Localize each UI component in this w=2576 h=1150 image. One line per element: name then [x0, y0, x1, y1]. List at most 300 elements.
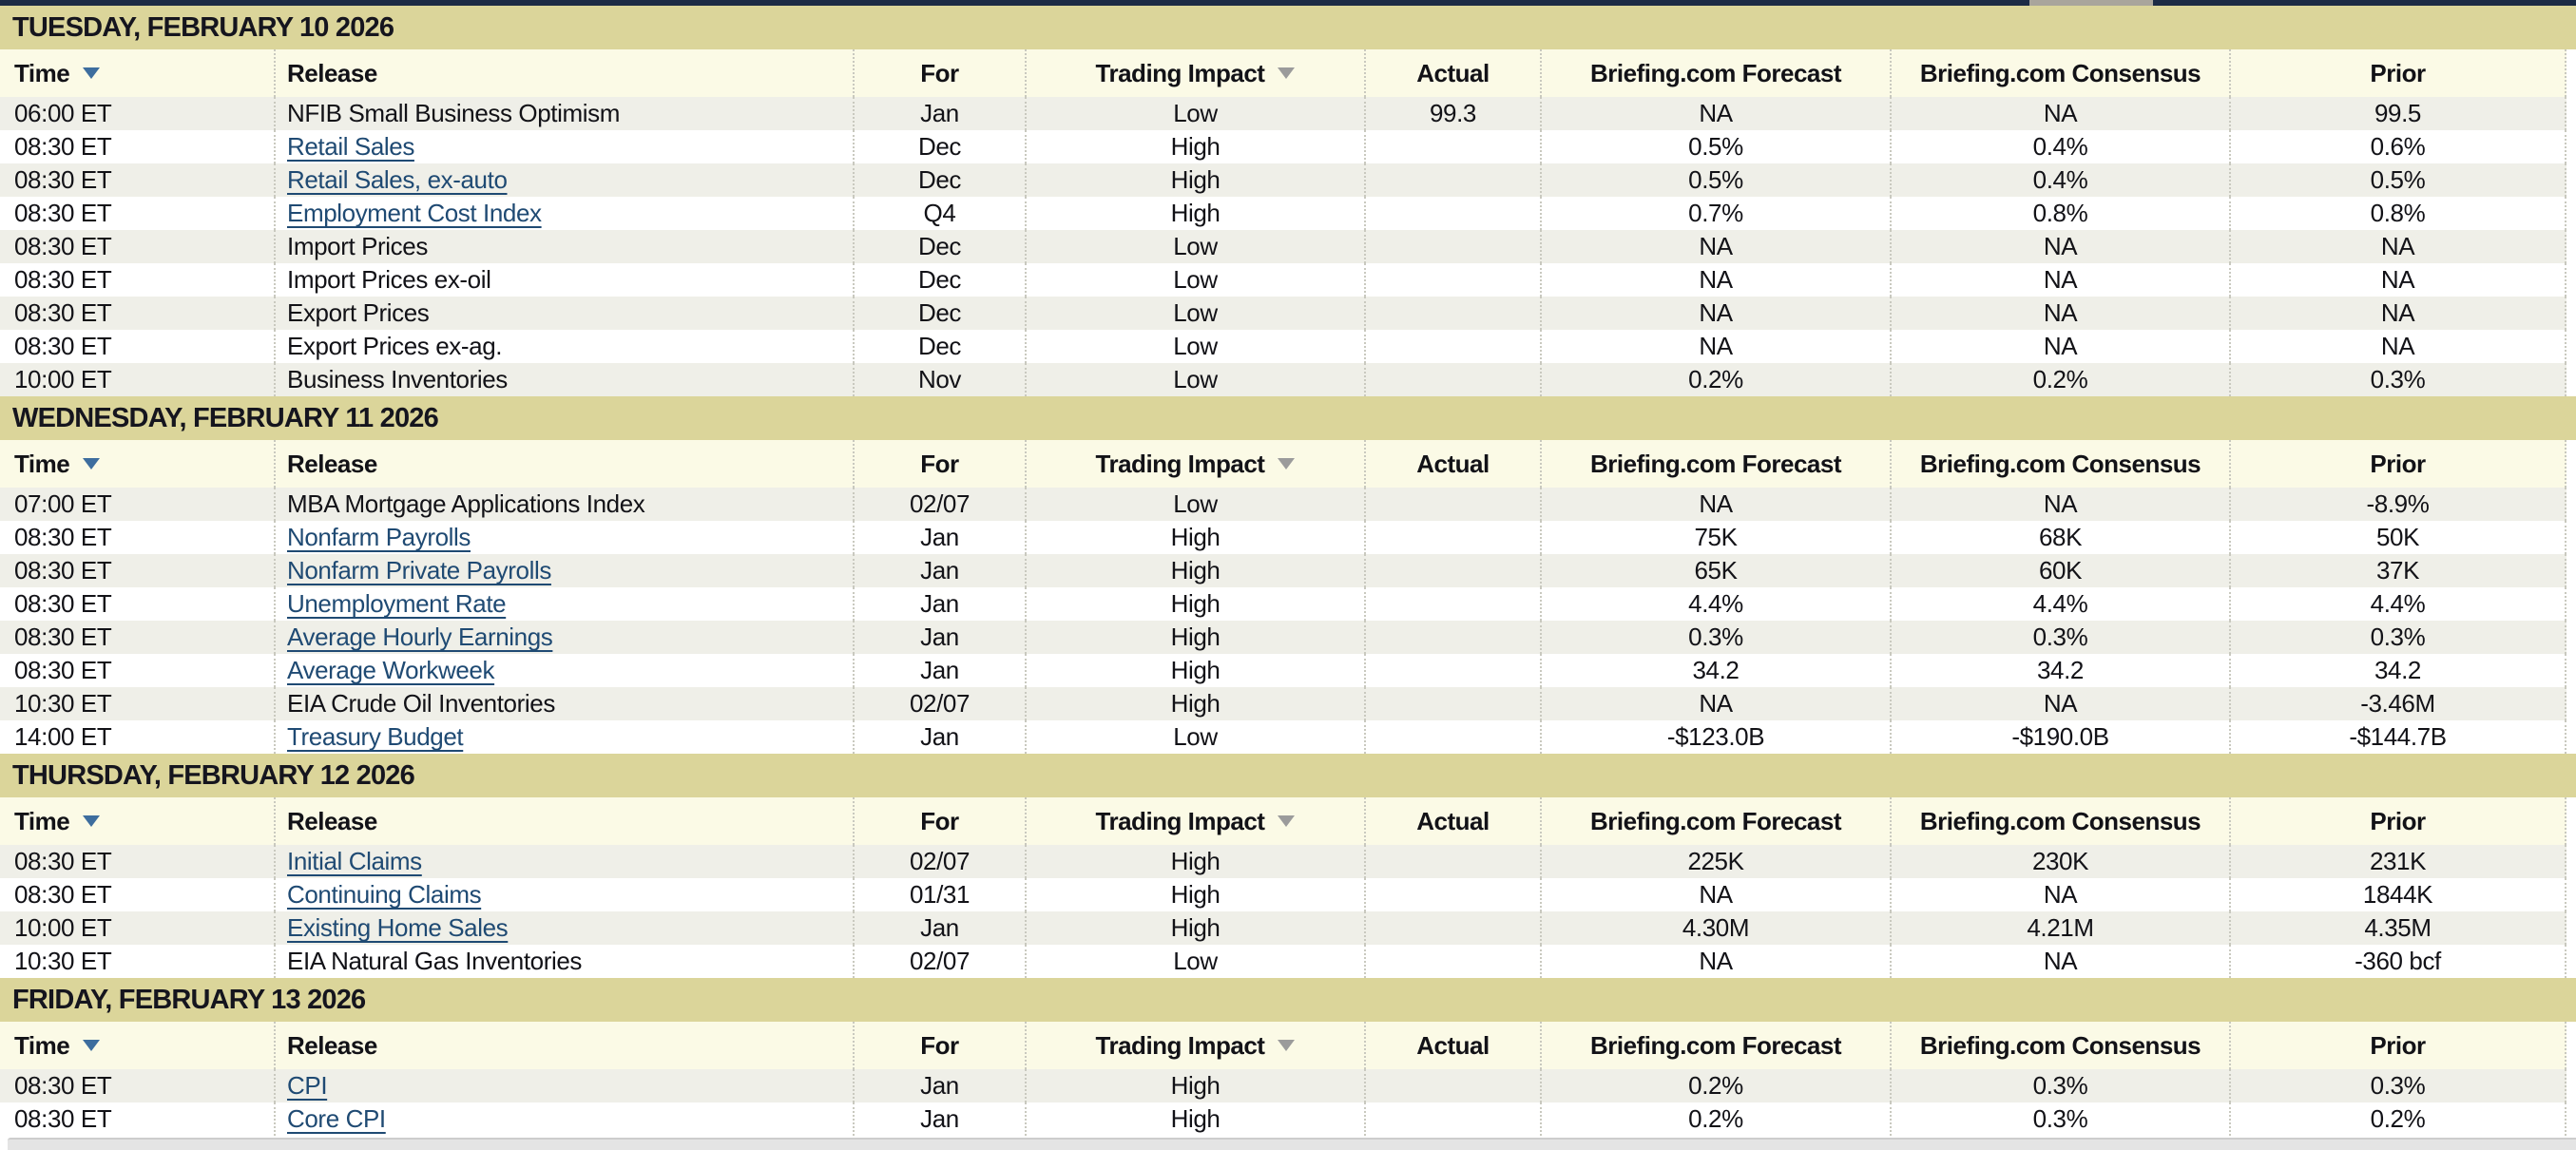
column-header-impact[interactable]	[1027, 797, 1366, 845]
cell-actual	[1366, 945, 1542, 978]
column-header-label: Briefing.com Forecast	[1589, 449, 1841, 478]
column-header-actual	[1366, 49, 1542, 97]
cell-forecast	[1542, 654, 1892, 687]
cell-consensus	[1892, 845, 2231, 878]
cell-actual	[1366, 621, 1542, 654]
cell-for	[855, 330, 1027, 363]
day-header-label: FRIDAY, FEBRUARY 13 2026	[12, 984, 366, 1015]
for-text: 02/07	[909, 947, 971, 975]
cell-impact	[1027, 1069, 1366, 1102]
cell-prior	[2231, 654, 2566, 687]
cell-forecast	[1542, 197, 1892, 230]
for-text: Jan	[920, 623, 959, 651]
column-header-label: Actual	[1416, 806, 1490, 835]
for-text: Jan	[920, 523, 959, 551]
for-text: Dec	[917, 332, 962, 360]
top-scrollbar-thumb[interactable]	[2029, 0, 2153, 6]
impact-text: High	[1170, 623, 1221, 651]
prior-text: 231K	[2369, 847, 2427, 875]
cell-impact	[1027, 263, 1366, 297]
cell-forecast	[1542, 720, 1892, 754]
table-row	[0, 587, 2566, 621]
cell-consensus	[1892, 720, 2231, 754]
cell-for	[855, 1102, 1027, 1136]
column-header-label: Briefing.com Forecast	[1589, 1030, 1841, 1060]
consensus-text: NA	[2043, 880, 2078, 909]
column-header-consensus	[1892, 797, 2231, 845]
impact-text: High	[1170, 199, 1221, 227]
table-row	[0, 97, 2566, 130]
prior-text: 34.2	[2374, 656, 2421, 684]
day-rows	[0, 488, 2576, 754]
cell-prior	[2231, 587, 2566, 621]
release-link[interactable]: CPI	[287, 1071, 328, 1100]
cell-release	[276, 488, 855, 521]
for-text: Jan	[920, 589, 959, 618]
column-header-label: Time	[14, 1030, 70, 1060]
day-rows	[0, 845, 2576, 978]
cell-consensus	[1892, 945, 2231, 978]
release-text: Export Prices	[287, 298, 430, 327]
cell-prior	[2231, 945, 2566, 978]
table-row	[0, 488, 2566, 521]
cell-consensus	[1892, 297, 2231, 330]
release-link[interactable]: Employment Cost Index	[287, 199, 542, 227]
column-header-row	[0, 797, 2566, 845]
prior-text: 0.8%	[2370, 199, 2426, 227]
time-text: 10:30 ET	[14, 947, 112, 975]
cell-impact	[1027, 163, 1366, 197]
time-text: 07:00 ET	[14, 489, 112, 518]
cell-impact	[1027, 297, 1366, 330]
for-text: Jan	[920, 656, 959, 684]
column-header-consensus	[1892, 1022, 2231, 1069]
cell-actual	[1366, 488, 1542, 521]
cell-for	[855, 621, 1027, 654]
column-header-label: For	[920, 806, 959, 835]
column-header-label: Prior	[2370, 1030, 2426, 1060]
cell-consensus	[1892, 1069, 2231, 1102]
cell-prior	[2231, 163, 2566, 197]
cell-consensus	[1892, 911, 2231, 945]
prior-text: NA	[2380, 232, 2415, 260]
consensus-text: NA	[2043, 99, 2078, 127]
release-text: MBA Mortgage Applications Index	[287, 489, 645, 518]
forecast-text: NA	[1699, 232, 1733, 260]
column-header-actual	[1366, 797, 1542, 845]
column-header-release	[276, 797, 855, 845]
cell-prior	[2231, 720, 2566, 754]
cell-consensus	[1892, 363, 2231, 396]
for-text: 02/07	[909, 847, 971, 875]
time-text: 10:00 ET	[14, 913, 112, 942]
forecast-text: 0.5%	[1688, 165, 1743, 194]
cell-time	[0, 911, 276, 945]
release-link[interactable]: Continuing Claims	[287, 880, 482, 909]
cell-time	[0, 687, 276, 720]
cell-prior	[2231, 1102, 2566, 1136]
prior-text: 0.3%	[2370, 1071, 2426, 1100]
cell-consensus	[1892, 687, 2231, 720]
time-text: 08:30 ET	[14, 556, 112, 585]
for-text: 02/07	[909, 689, 971, 718]
cell-consensus	[1892, 621, 2231, 654]
column-header-time[interactable]	[0, 797, 276, 845]
consensus-text: -$190.0B	[2011, 722, 2109, 751]
cell-forecast	[1542, 97, 1892, 130]
day-header	[0, 396, 2576, 440]
table-row	[0, 1069, 2566, 1102]
time-text: 08:30 ET	[14, 589, 112, 618]
consensus-text: NA	[2043, 332, 2078, 360]
column-header-row	[0, 1022, 2566, 1069]
forecast-text: 0.2%	[1688, 1071, 1743, 1100]
cell-forecast	[1542, 554, 1892, 587]
column-header-label: Actual	[1416, 58, 1490, 87]
time-text: 08:30 ET	[14, 165, 112, 194]
cell-time	[0, 130, 276, 163]
column-header-time[interactable]	[0, 1022, 276, 1069]
cell-actual	[1366, 554, 1542, 587]
time-text: 10:00 ET	[14, 365, 112, 393]
for-text: 02/07	[909, 489, 971, 518]
sort-triangle-down-icon[interactable]	[1278, 458, 1295, 470]
cell-for	[855, 878, 1027, 911]
impact-text: Low	[1173, 722, 1218, 751]
cell-prior	[2231, 197, 2566, 230]
cell-actual	[1366, 720, 1542, 754]
sort-triangle-down-icon[interactable]	[1278, 815, 1295, 827]
column-header-label: For	[920, 449, 959, 478]
consensus-text: 0.8%	[2032, 199, 2088, 227]
sort-triangle-down-icon[interactable]	[83, 67, 100, 79]
cell-forecast	[1542, 1102, 1892, 1136]
cell-impact	[1027, 330, 1366, 363]
column-header-for	[855, 797, 1027, 845]
cell-for	[855, 1069, 1027, 1102]
cell-release	[276, 97, 855, 130]
column-header-label: Prior	[2370, 58, 2426, 87]
consensus-text: 68K	[2038, 523, 2083, 551]
cell-prior	[2231, 878, 2566, 911]
column-header-label: Briefing.com Forecast	[1589, 806, 1841, 835]
cell-release	[276, 263, 855, 297]
forecast-text: 65K	[1694, 556, 1738, 585]
forecast-text: -$123.0B	[1666, 722, 1765, 751]
cell-time	[0, 163, 276, 197]
impact-text: High	[1170, 880, 1221, 909]
cell-forecast	[1542, 297, 1892, 330]
cell-for	[855, 163, 1027, 197]
time-text: 08:30 ET	[14, 1104, 112, 1133]
forecast-text: 34.2	[1692, 656, 1740, 684]
cell-impact	[1027, 878, 1366, 911]
cell-consensus	[1892, 488, 2231, 521]
consensus-text: NA	[2043, 232, 2078, 260]
prior-text: NA	[2380, 298, 2415, 327]
column-header-label: Briefing.com Consensus	[1919, 58, 2201, 87]
table-row	[0, 945, 2566, 978]
for-text: Dec	[917, 165, 962, 194]
day-rows	[0, 97, 2576, 396]
column-header-time[interactable]	[0, 440, 276, 488]
impact-text: Low	[1173, 365, 1218, 393]
column-header-forecast	[1542, 49, 1892, 97]
prior-text: 1844K	[2362, 880, 2433, 909]
column-header-label: Actual	[1416, 449, 1490, 478]
impact-text: Low	[1173, 298, 1218, 327]
time-text: 08:30 ET	[14, 332, 112, 360]
prior-text: -3.46M	[2360, 689, 2435, 718]
cell-for	[855, 720, 1027, 754]
column-header-label: Prior	[2370, 449, 2426, 478]
release-link[interactable]: Initial Claims	[287, 847, 422, 875]
cell-prior	[2231, 130, 2566, 163]
prior-text: 0.5%	[2370, 165, 2426, 194]
cell-release	[276, 363, 855, 396]
column-header-label: Time	[14, 449, 70, 478]
cell-release	[276, 845, 855, 878]
consensus-text: 0.4%	[2032, 132, 2088, 161]
cell-actual	[1366, 845, 1542, 878]
cell-for	[855, 97, 1027, 130]
consensus-text: 0.3%	[2032, 623, 2088, 651]
table-row	[0, 720, 2566, 754]
day-header-label: WEDNESDAY, FEBRUARY 11 2026	[12, 402, 438, 433]
cell-for	[855, 911, 1027, 945]
column-header-time[interactable]	[0, 49, 276, 97]
actual-text: 99.3	[1429, 99, 1476, 127]
column-header-label: Trading Impact	[1095, 1030, 1265, 1060]
forecast-text: 0.2%	[1688, 365, 1743, 393]
forecast-text: 4.30M	[1682, 913, 1750, 942]
release-link[interactable]: Average Workweek	[287, 656, 495, 684]
column-header-forecast	[1542, 1022, 1892, 1069]
column-header-label: Actual	[1416, 1030, 1490, 1060]
cell-actual	[1366, 687, 1542, 720]
release-link[interactable]: Unemployment Rate	[287, 589, 507, 618]
release-link[interactable]: Average Hourly Earnings	[287, 623, 553, 651]
time-text: 08:30 ET	[14, 623, 112, 651]
column-header-release	[276, 440, 855, 488]
cell-release	[276, 130, 855, 163]
table-row	[0, 1102, 2566, 1136]
cell-prior	[2231, 621, 2566, 654]
cell-time	[0, 621, 276, 654]
time-text: 14:00 ET	[14, 722, 112, 751]
for-text: Dec	[917, 298, 962, 327]
cell-forecast	[1542, 845, 1892, 878]
sort-triangle-down-icon[interactable]	[83, 458, 100, 470]
cell-prior	[2231, 1069, 2566, 1102]
column-header-label: Briefing.com Consensus	[1919, 1030, 2201, 1060]
column-header-forecast	[1542, 797, 1892, 845]
cell-prior	[2231, 263, 2566, 297]
for-text: Jan	[920, 1104, 959, 1133]
column-header-label: Time	[14, 58, 70, 87]
cell-release	[276, 230, 855, 263]
impact-text: High	[1170, 556, 1221, 585]
sort-triangle-down-icon[interactable]	[1278, 67, 1295, 79]
table-row	[0, 130, 2566, 163]
column-header-label: For	[920, 58, 959, 87]
release-text: Import Prices	[287, 232, 428, 260]
column-header-prior	[2231, 1022, 2566, 1069]
time-text: 08:30 ET	[14, 847, 112, 875]
cell-actual	[1366, 130, 1542, 163]
column-header-impact[interactable]	[1027, 440, 1366, 488]
table-row	[0, 197, 2566, 230]
day-section	[0, 978, 2576, 1136]
cell-time	[0, 97, 276, 130]
impact-text: Low	[1173, 232, 1218, 260]
cell-impact	[1027, 1102, 1366, 1136]
cell-consensus	[1892, 263, 2231, 297]
table-row	[0, 230, 2566, 263]
sort-triangle-down-icon[interactable]	[83, 815, 100, 827]
release-link[interactable]: Core CPI	[287, 1104, 386, 1133]
cell-impact	[1027, 720, 1366, 754]
prior-text: 37K	[2375, 556, 2420, 585]
column-header-row	[0, 440, 2566, 488]
column-header-for	[855, 49, 1027, 97]
cell-prior	[2231, 554, 2566, 587]
release-link[interactable]: Retail Sales	[287, 132, 414, 161]
bottom-scrollbar-track[interactable]	[8, 1138, 2576, 1150]
day-header	[0, 754, 2576, 797]
table-row	[0, 654, 2566, 687]
column-header-release	[276, 1022, 855, 1069]
release-link[interactable]: Retail Sales, ex-auto	[287, 165, 508, 194]
cell-for	[855, 845, 1027, 878]
consensus-text: 60K	[2038, 556, 2083, 585]
cell-prior	[2231, 687, 2566, 720]
forecast-text: NA	[1699, 332, 1733, 360]
cell-release	[276, 621, 855, 654]
sort-triangle-down-icon[interactable]	[1278, 1040, 1295, 1051]
impact-text: High	[1170, 523, 1221, 551]
cell-actual	[1366, 521, 1542, 554]
column-header-prior	[2231, 440, 2566, 488]
release-link[interactable]: Treasury Budget	[287, 722, 464, 751]
column-header-actual	[1366, 440, 1542, 488]
table-row	[0, 297, 2566, 330]
release-text: NFIB Small Business Optimism	[287, 99, 620, 127]
prior-text: -8.9%	[2366, 489, 2430, 518]
cell-release	[276, 521, 855, 554]
cell-forecast	[1542, 911, 1892, 945]
consensus-text: 4.4%	[2032, 589, 2088, 618]
prior-text: -$144.7B	[2349, 722, 2447, 751]
column-header-label: Briefing.com Consensus	[1919, 449, 2201, 478]
cell-actual	[1366, 197, 1542, 230]
cell-release	[276, 1102, 855, 1136]
release-link[interactable]: Existing Home Sales	[287, 913, 509, 942]
for-text: Jan	[920, 99, 959, 127]
cell-consensus	[1892, 587, 2231, 621]
table-row	[0, 845, 2566, 878]
cell-prior	[2231, 97, 2566, 130]
cell-release	[276, 197, 855, 230]
sort-triangle-down-icon[interactable]	[83, 1040, 100, 1051]
consensus-text: NA	[2043, 689, 2078, 718]
impact-text: High	[1170, 1071, 1221, 1100]
table-row	[0, 687, 2566, 720]
for-text: Dec	[917, 232, 962, 260]
column-header-label: Release	[287, 806, 377, 835]
for-text: Jan	[920, 722, 959, 751]
cell-release	[276, 163, 855, 197]
release-link[interactable]: Nonfarm Payrolls	[287, 523, 471, 551]
table-row	[0, 163, 2566, 197]
cell-release	[276, 587, 855, 621]
impact-text: High	[1170, 847, 1221, 875]
cell-for	[855, 945, 1027, 978]
impact-text: High	[1170, 589, 1221, 618]
prior-text: 0.6%	[2370, 132, 2426, 161]
cell-actual	[1366, 330, 1542, 363]
consensus-text: 230K	[2031, 847, 2089, 875]
column-header-impact[interactable]	[1027, 1022, 1366, 1069]
cell-actual	[1366, 230, 1542, 263]
time-text: 08:30 ET	[14, 1071, 112, 1100]
cell-time	[0, 230, 276, 263]
time-text: 10:30 ET	[14, 689, 112, 718]
cell-impact	[1027, 488, 1366, 521]
column-header-label: Briefing.com Forecast	[1589, 58, 1841, 87]
forecast-text: 0.2%	[1688, 1104, 1743, 1133]
time-text: 08:30 ET	[14, 232, 112, 260]
column-header-consensus	[1892, 49, 2231, 97]
cell-actual	[1366, 163, 1542, 197]
cell-actual	[1366, 587, 1542, 621]
cell-time	[0, 263, 276, 297]
forecast-text: 0.5%	[1688, 132, 1743, 161]
consensus-text: 0.3%	[2032, 1071, 2088, 1100]
column-header-impact[interactable]	[1027, 49, 1366, 97]
day-header-label: THURSDAY, FEBRUARY 12 2026	[12, 759, 414, 791]
for-text: Dec	[917, 265, 962, 294]
column-header-label: Release	[287, 58, 377, 87]
cell-release	[276, 330, 855, 363]
forecast-text: 225K	[1687, 847, 1744, 875]
cell-for	[855, 130, 1027, 163]
cell-consensus	[1892, 97, 2231, 130]
release-link[interactable]: Nonfarm Private Payrolls	[287, 556, 551, 585]
cell-forecast	[1542, 621, 1892, 654]
day-header	[0, 978, 2576, 1022]
top-scrollbar-track[interactable]	[0, 0, 2576, 6]
impact-text: High	[1170, 656, 1221, 684]
consensus-text: 34.2	[2036, 656, 2084, 684]
cell-for	[855, 297, 1027, 330]
cell-for	[855, 554, 1027, 587]
cell-actual	[1366, 363, 1542, 396]
prior-text: NA	[2380, 332, 2415, 360]
cell-forecast	[1542, 263, 1892, 297]
cell-impact	[1027, 845, 1366, 878]
column-header-label: Trading Impact	[1095, 58, 1265, 87]
prior-text: 0.2%	[2370, 1104, 2426, 1133]
economic-calendar-table	[0, 6, 2576, 1136]
cell-prior	[2231, 363, 2566, 396]
impact-text: High	[1170, 689, 1221, 718]
forecast-text: 0.7%	[1688, 199, 1743, 227]
cell-impact	[1027, 687, 1366, 720]
cell-prior	[2231, 488, 2566, 521]
column-header-release	[276, 49, 855, 97]
column-header-label: Trading Impact	[1095, 449, 1265, 478]
